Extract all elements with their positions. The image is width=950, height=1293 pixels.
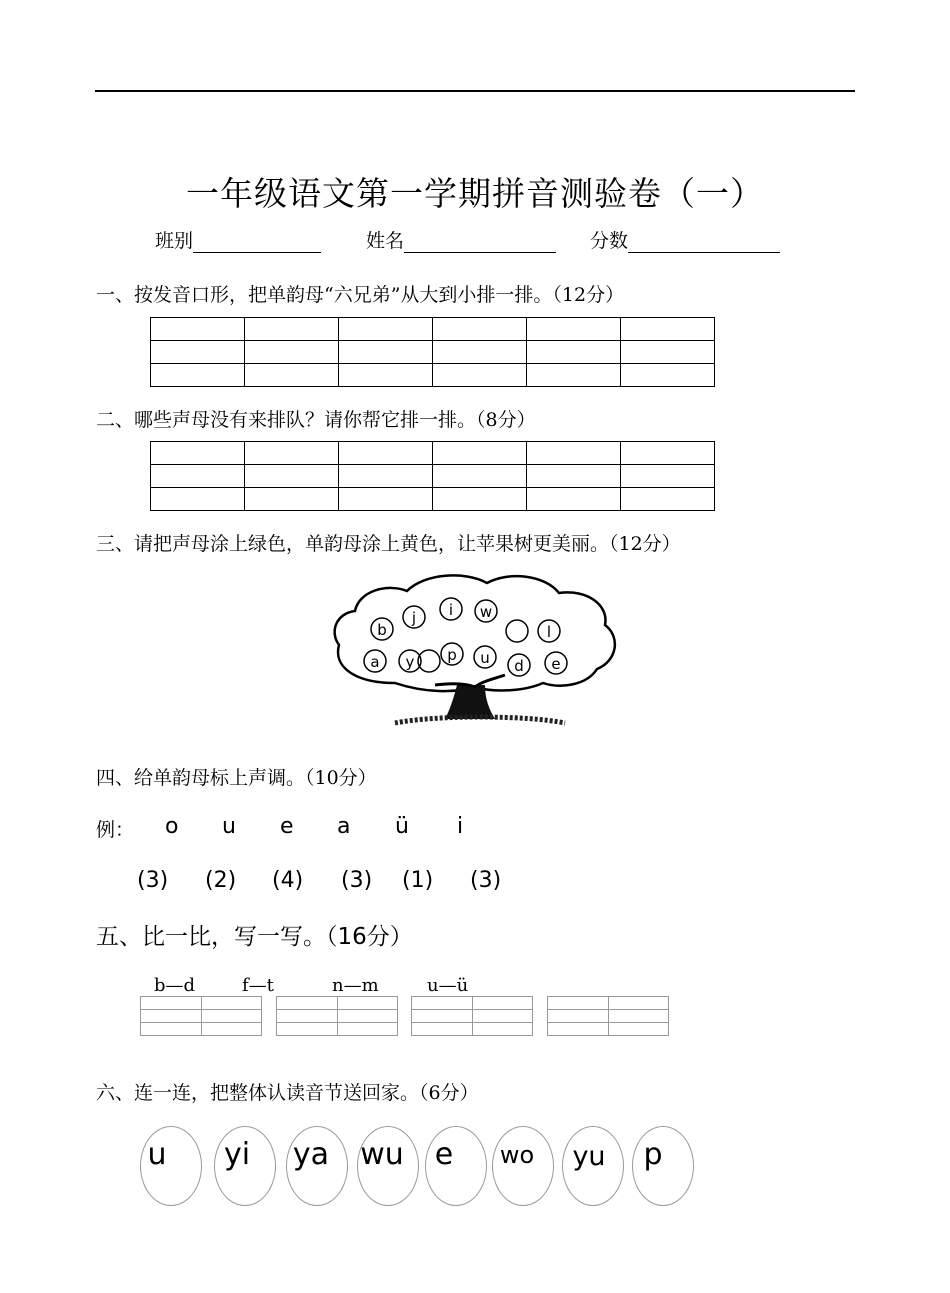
apple[interactable] — [403, 606, 425, 628]
syllable-text: yu — [572, 1141, 606, 1172]
score-blank[interactable] — [628, 232, 780, 253]
tone-letter[interactable]: i — [457, 814, 464, 839]
tone-number: (1) — [402, 868, 434, 893]
letter-pair: b—d — [154, 975, 196, 996]
apple-letter: u — [480, 649, 490, 667]
question-2: 二、哪些声母没有来排队？请你帮它排一排。（8分） — [96, 409, 536, 431]
apple[interactable] — [508, 654, 530, 676]
question-1: 一、按发音口形，把单韵母“六兄弟”从大到小排一排。（12分） — [96, 284, 625, 306]
apple-letter: a — [370, 653, 380, 671]
apple[interactable] — [538, 620, 560, 642]
syllable-text: e — [434, 1137, 454, 1172]
syllable-oval[interactable] — [214, 1126, 276, 1206]
letter-pair: n—m — [332, 975, 379, 996]
syllable-text: wo — [499, 1141, 535, 1169]
syllable-oval[interactable] — [140, 1126, 202, 1206]
question-4: 四、给单韵母标上声调。（10分） — [96, 767, 377, 789]
apple-letter: j — [411, 609, 417, 627]
tone-number: (3) — [137, 868, 169, 893]
class-blank[interactable] — [193, 232, 321, 253]
syllable-oval[interactable] — [425, 1126, 487, 1206]
letter-pair: f—t — [242, 975, 274, 996]
tone-letter[interactable]: ü — [395, 814, 409, 839]
apple[interactable] — [474, 646, 496, 668]
question-3: 三、请把声母涂上绿色，单韵母涂上黄色，让苹果树更美丽。（12分） — [96, 533, 681, 555]
syllable-text: p — [643, 1137, 663, 1172]
syllable-text: u — [147, 1137, 167, 1172]
syllable-text: wu — [360, 1137, 404, 1172]
writing-box[interactable] — [140, 996, 262, 1036]
syllable-oval[interactable] — [492, 1126, 554, 1206]
apple-letter: i — [448, 601, 454, 619]
syllable-oval[interactable] — [286, 1126, 348, 1206]
question-5: 五、比一比，写一写。（16分） — [96, 924, 413, 950]
writing-box[interactable] — [276, 996, 398, 1036]
apple-letter: e — [551, 655, 561, 673]
tone-letter[interactable]: e — [280, 814, 294, 839]
syllable-oval[interactable] — [357, 1126, 419, 1206]
apple-letter: p — [447, 646, 457, 664]
question-6: 六、连一连，把整体认读音节送回家。（6分） — [96, 1082, 479, 1104]
apple[interactable] — [371, 618, 393, 640]
tone-number: (3) — [341, 868, 373, 893]
score-field[interactable] — [590, 226, 780, 253]
apple-letter: y — [405, 653, 415, 671]
name-blank[interactable] — [404, 232, 556, 253]
syllable-text: yi — [223, 1137, 251, 1172]
answer-grid-2[interactable] — [150, 441, 715, 511]
tone-letter[interactable]: u — [222, 814, 236, 839]
top-rule — [95, 90, 855, 92]
apple-letter: d — [514, 657, 524, 675]
apples-top-row — [371, 598, 560, 642]
name-field[interactable] — [366, 226, 556, 253]
syllable-oval[interactable] — [632, 1126, 694, 1206]
class-label: 班别 — [155, 230, 194, 252]
writing-box[interactable] — [547, 996, 669, 1036]
class-field[interactable] — [155, 226, 321, 253]
syllable-oval[interactable] — [562, 1126, 624, 1206]
apple-letter: w — [479, 603, 493, 621]
apple[interactable] — [545, 652, 567, 674]
answer-grid-1[interactable] — [150, 317, 715, 387]
apple[interactable] — [441, 643, 463, 665]
name-label: 姓名 — [366, 230, 405, 252]
writing-box[interactable] — [411, 996, 533, 1036]
apples-bottom-row — [364, 643, 567, 676]
apple-tree-illustration — [325, 565, 625, 735]
score-label: 分数 — [590, 230, 629, 252]
syllable-text: ya — [292, 1137, 330, 1172]
apple[interactable] — [475, 600, 497, 622]
tone-number: (2) — [205, 868, 237, 893]
tone-letter[interactable]: a — [337, 814, 351, 839]
tone-number: (4) — [272, 868, 304, 893]
tone-number: (3) — [470, 868, 502, 893]
apple-blank[interactable] — [506, 620, 528, 642]
letter-pair: u—ü — [427, 975, 469, 996]
example-label: 例： — [96, 819, 135, 841]
apple[interactable] — [440, 598, 462, 620]
apple[interactable] — [364, 650, 386, 672]
apple-letter: l — [546, 623, 552, 641]
apple-letter: b — [377, 621, 387, 639]
tone-letter[interactable]: o — [165, 814, 179, 839]
page-title: 一年级语文第一学期拼音测验卷（一） — [186, 174, 764, 213]
